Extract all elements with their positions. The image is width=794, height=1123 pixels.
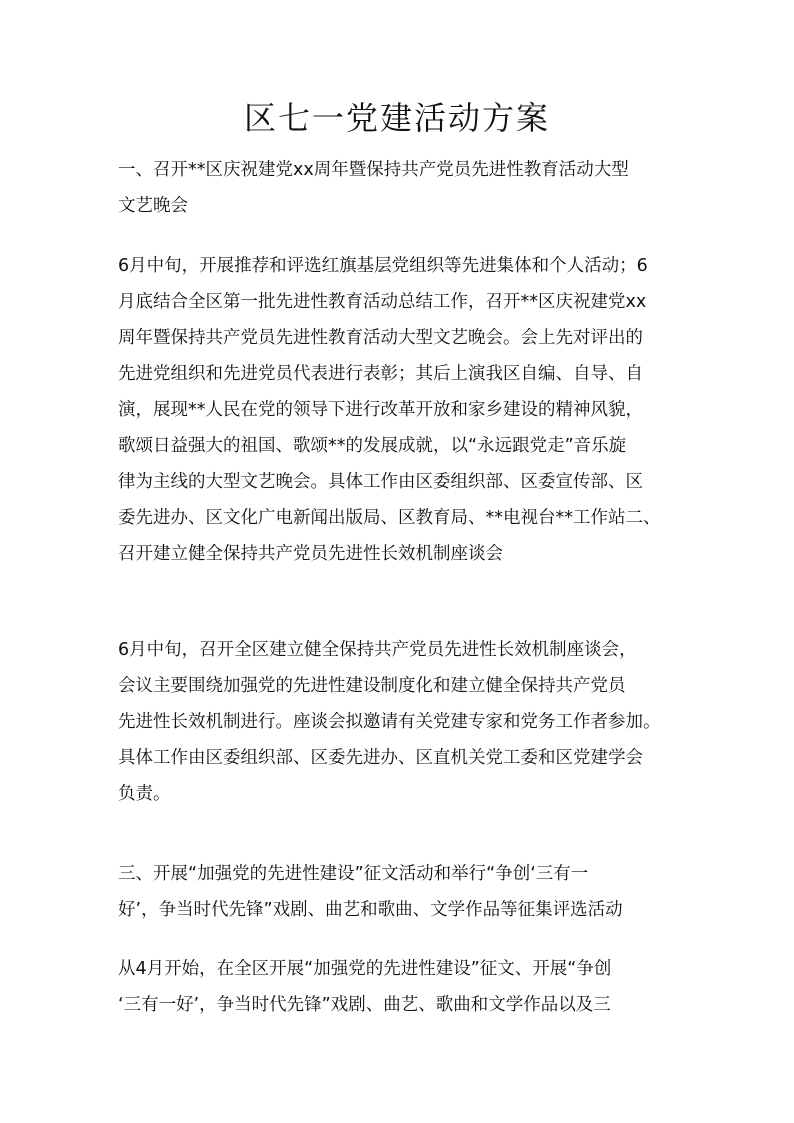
text-line: 具体工作由区委组织部、区委先进办、区直机关党工委和区党建学会 [118, 748, 643, 768]
document-title: 区七一党建活动方案 [243, 99, 550, 137]
text-line: 召开建立健全保持共产党员先进性长效机制座谈会 [118, 544, 503, 564]
text-line: 会议主要围绕加强党的先进性建设制度化和建立健全保持共产党员 [118, 676, 626, 696]
paragraph-2 [118, 632, 678, 812]
text-line: 律为主线的大型文艺晚会。具体工作由区委组织部、区委宣传部、区 [118, 472, 643, 492]
text-line: 一、召开**区庆祝建党xx周年暨保持共产党员先进性教育活动大型 [118, 160, 629, 180]
text-line: 三、开展“加强党的先进性建设”征文活动和举行“争创‘三有一 [118, 864, 589, 884]
paragraph-3 [118, 951, 678, 1023]
section-1-heading [118, 152, 678, 224]
text-line: 从4月开始，在全区开展“加强党的先进性建设”征文、开展“争创 [118, 959, 612, 979]
text-line: 负责。 [118, 784, 171, 804]
text-line: 文艺晚会 [118, 196, 188, 216]
text-line: 演，展现**人民在党的领导下进行改革开放和家乡建设的精神风貌， [118, 400, 643, 420]
text-line: 好’，争当时代先锋”戏剧、曲艺和歌曲、文学作品等征集评选活动 [118, 900, 623, 920]
text-line: 先进党组织和先进党员代表进行表彰；其后上演我区自编、自导、自 [118, 364, 643, 384]
text-line: 6月中旬，开展推荐和评选红旗基层党组织等先进集体和个人活动；6 [118, 256, 648, 276]
section-3-heading [118, 856, 678, 928]
text-line: 委先进办、区文化广电新闻出版局、区教育局、**电视台**工作站二、 [118, 508, 661, 528]
text-line: 月底结合全区第一批先进性教育活动总结工作，召开**区庆祝建党xx [118, 292, 647, 312]
text-line: ‘三有一好’，争当时代先锋”戏剧、曲艺、歌曲和文学作品以及三 [118, 995, 611, 1015]
text-line: 周年暨保持共产党员先进性教育活动大型文艺晚会。会上先对评出的 [118, 328, 643, 348]
text-line: 歌颂日益强大的祖国、歌颂**的发展成就，以“永远跟党走”音乐旋 [118, 436, 627, 456]
text-line: 先进性长效机制进行。座谈会拟邀请有关党建专家和党务工作者参加。 [118, 712, 661, 732]
paragraph-1 [118, 248, 678, 572]
text-line: 6月中旬，召开全区建立健全保持共产党员先进性长效机制座谈会， [118, 640, 637, 660]
